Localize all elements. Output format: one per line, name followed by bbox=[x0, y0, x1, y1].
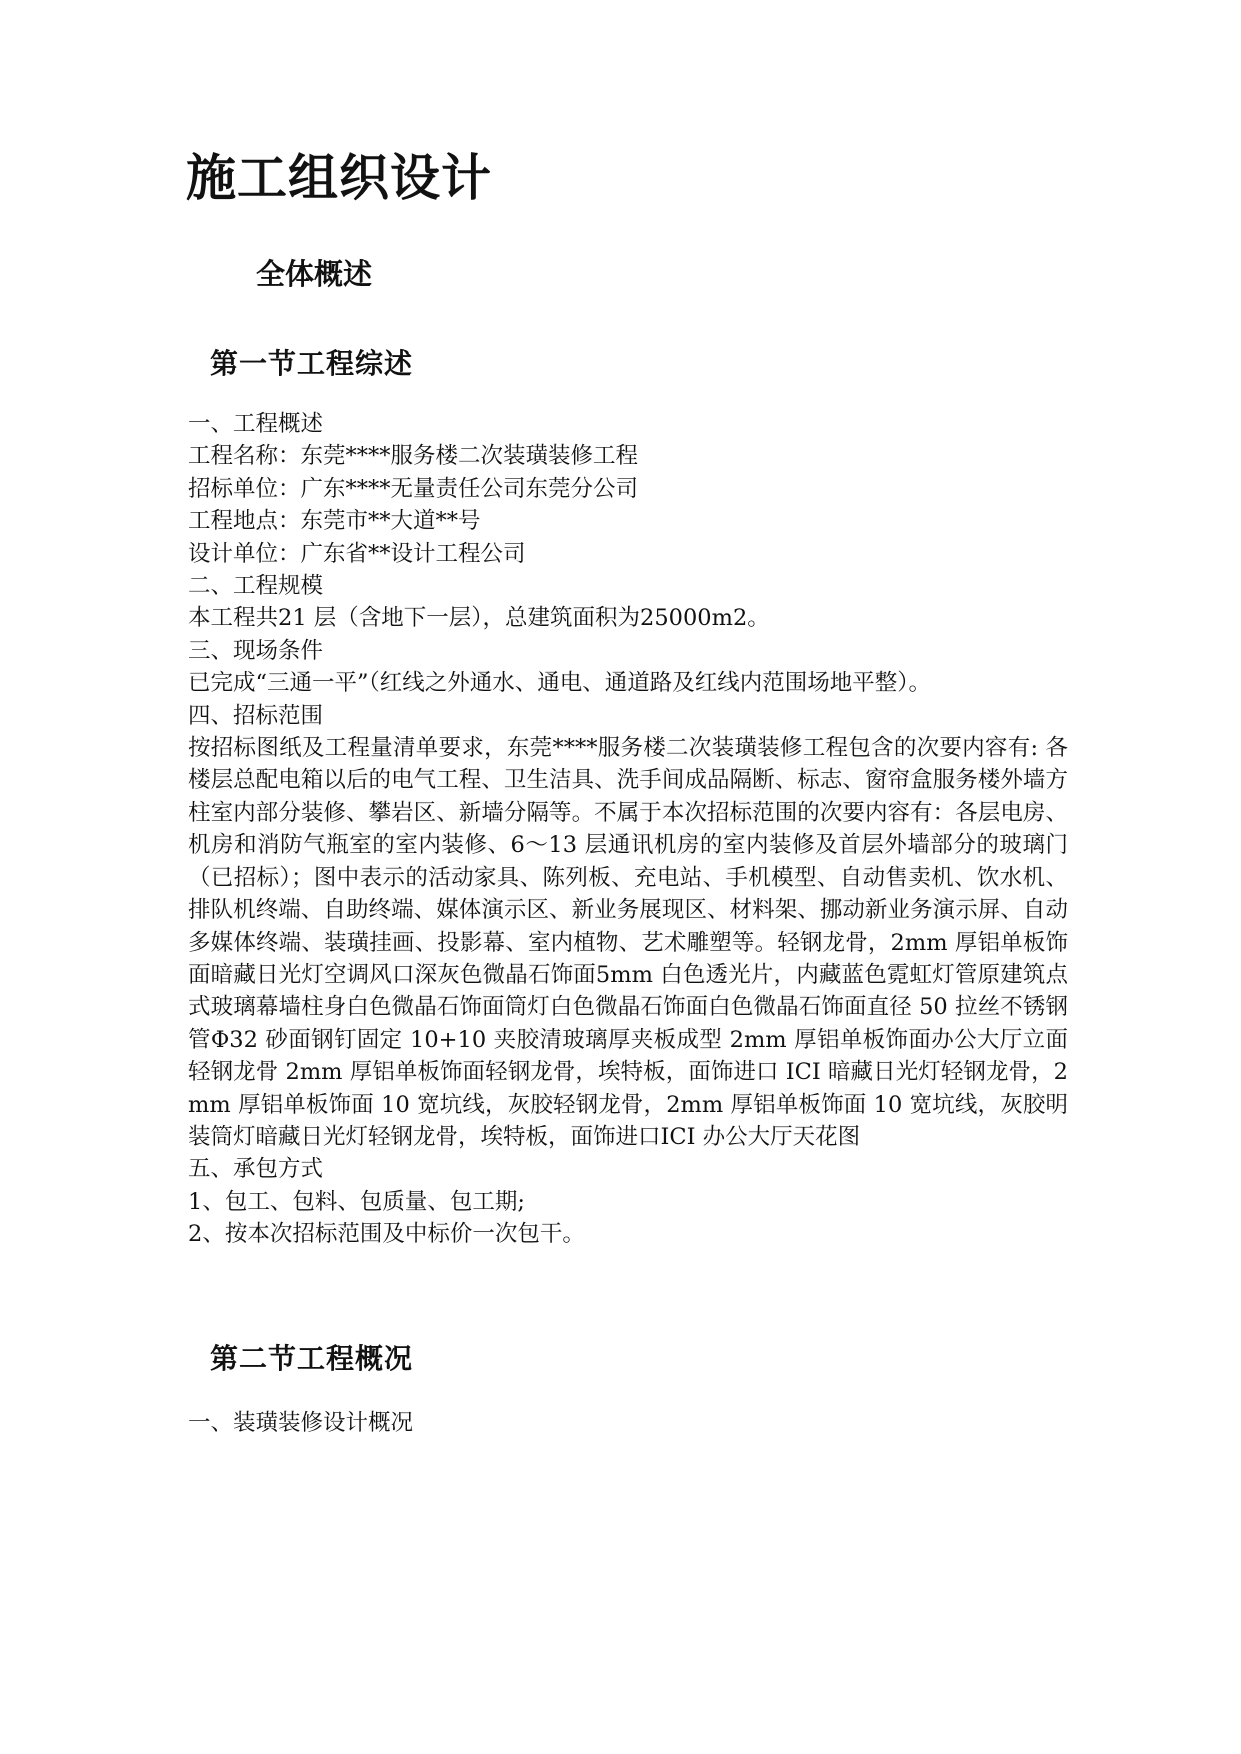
heading-project-overview: 一、工程概述 bbox=[188, 411, 324, 437]
heading-site-conditions: 三、现场条件 bbox=[188, 637, 324, 664]
project-location: 工程地点：东莞市**大道**号 bbox=[188, 508, 481, 535]
site-conditions-text: 已完成“三通一平”（红线之外通水、通电、通道路及红线内范围场地平整）。 bbox=[188, 670, 932, 697]
heading-decoration-design-overview: 一、装璜装修设计概况 bbox=[188, 1410, 414, 1436]
part-title: 全体概述 bbox=[256, 257, 373, 291]
tendering-unit: 招标单位：广东****无量责任公司东莞分公司 bbox=[188, 475, 639, 502]
project-name: 工程名称：东莞****服务楼二次装璜装修工程 bbox=[188, 443, 639, 470]
heading-contract-method: 五、承包方式 bbox=[188, 1156, 324, 1183]
document-title: 施工组织设计 bbox=[186, 148, 492, 207]
contract-item-2: 2、按本次招标范围及中标价一次包干。 bbox=[188, 1221, 585, 1248]
project-scale-text: 本工程共21 层（含地下一层），总建筑面积为25000m2。 bbox=[188, 605, 770, 632]
heading-project-scale: 二、工程规模 bbox=[188, 573, 324, 600]
section-2-body bbox=[188, 1407, 1068, 1439]
tender-scope-paragraph: 按招标图纸及工程量清单要求，东莞****服务楼二次装璜装修工程包含的次要内容有: 各楼层总配电箱以后的电气工程、卫生洁具、洗手间成品隔断、标志、窗帘盒服务楼外墙方柱室内部分装修、攀岩区、新墙分隔等。不属于本次招标范围的次要内容有：各层电房、机房和消防气瓶室的室内装修、6～13 层通讯机房的室内装修及首层外墙部分的玻璃门（已招标）；图中表示的活动家具、陈列板、充电站、手机模型、自动售卖机、饮水机、排队机终端、自助终端、媒体演示区、新业务展现区、材料架、挪动新业务演示屏、自动多媒体终端、装璜挂画、投影幕、室内植物、艺术雕塑等。轻钢龙骨，2mm 厚铝单板饰面暗藏日光灯空调风口深灰色微晶石饰面5mm 白色透光片，内藏蓝色霓虹灯管原建筑点式玻璃幕墙柱身白色微晶石饰面筒灯白色微晶石饰面白色微晶石饰面直径 50 拉丝不锈钢管Φ32 砂面钢钉固定 10+10 夹胶清玻璃厚夹板成型 2mm 厚铝单板饰面办公大厅立面轻钢龙骨 2mm 厚铝单板饰面轻钢龙骨，埃特板，面饰进口 ICI 暗藏日光灯轻钢龙骨，2mm 厚铝单板饰面 10 宽坑线，灰胶轻钢龙骨，2mm 厚铝单板饰面 10 宽坑线，灰胶明装筒灯暗藏日光灯轻钢龙骨，埃特板，面饰进口ICI 办公大厅天花图 bbox=[188, 735, 1068, 1150]
design-unit: 设计单位：广东省**设计工程公司 bbox=[188, 540, 526, 567]
section-1-body bbox=[188, 408, 1068, 1251]
section-2-title: 第二节工程概况 bbox=[210, 1342, 414, 1375]
section-1-title: 第一节工程综述 bbox=[210, 347, 414, 380]
contract-item-1: 1、包工、包料、包质量、包工期; bbox=[188, 1188, 525, 1215]
heading-tender-scope: 四、招标范围 bbox=[188, 702, 324, 729]
